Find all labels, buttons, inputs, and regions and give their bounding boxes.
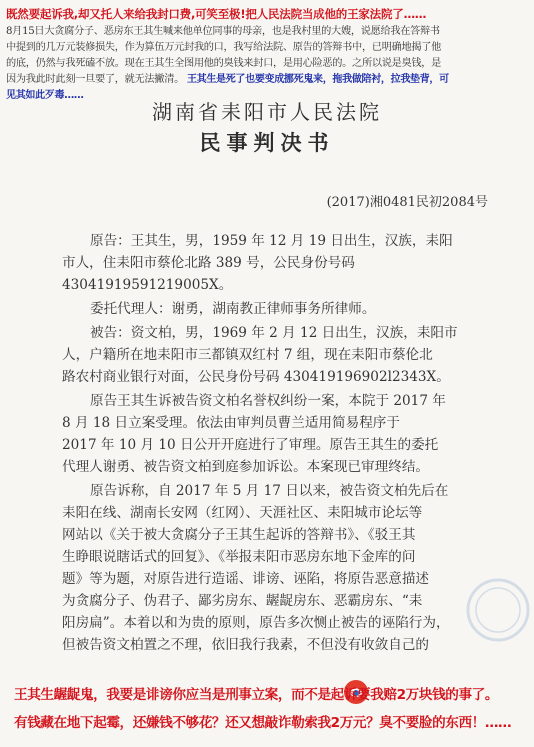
judgment-line: 委托代理人：谢勇，湖南教正律师事务所律师。 (90, 301, 376, 317)
top-paragraph-line: 的底，仍然与我死磕不放。现在王其生全图用他的臭钱来封口，是用心险恶的。之所以说是臭钱，是 (6, 58, 442, 69)
judgment-line: 题》等为题，对原告进行造谣、诽谤、诬陷，将原告恶意描述 (62, 571, 430, 587)
court-name: 湖南省耒阳市人民法院 (152, 100, 382, 124)
judgment-line: 43041919591219005X。 (62, 277, 233, 293)
document-title: 民事判决书 (199, 130, 335, 155)
bottom-annotation: 王其生龌龊鬼，我要是诽谤你应当是刑事立案，而不是起诉要我赔2万块钱的事了。 (14, 687, 499, 703)
top-paragraph (6, 24, 528, 104)
top-paragraph-line: 8月15日大贪腐分子、恶房东王其生喊来他单位同事的母亲，也是我村里的大嫂，说愿给我在答辩书 (6, 26, 440, 37)
judgment-line: 生睁眼说瞎话式的回复》、《举报耒阳市恶房东地下金库的问 (62, 549, 416, 565)
case-number: (2017)湘0481民初2084号 (326, 195, 488, 210)
top-paragraph-line (6, 72, 528, 88)
judgment-line: 但被告资文柏置之不理，依旧我行我素，不但没有收敛自己的 (62, 637, 430, 653)
judgment-line: 被告：资文柏，男，1969 年 2 月 12 日出生，汉族，耒阳市 (90, 325, 458, 341)
judgment-line: 原告王其生诉被告资文柏名誉权纠纷一案，本院于 2017 年 (90, 393, 446, 409)
top-paragraph-text: 因为我此时此刻一旦要了，就无法撇清。 (6, 74, 184, 85)
judgment-line: 路农村商业银行对面，公民身份号码 430419196902l2343X。 (62, 369, 450, 385)
judgment-line: 人，户籍所在地耒阳市三都镇双红村 7 组，现在耒阳市蔡伦北 (62, 347, 433, 363)
judgment-body (62, 230, 494, 656)
top-paragraph-line: 中提到的几万元装修损失，作为算伍万元封我的口，我写给法院、原告的答辩书中，已明确地揭了他 (6, 42, 442, 53)
judgment-line: 8 月 18 日立案受理。依法由审判员曹兰适用简易程序于 (62, 415, 400, 431)
annotation-inline-continued: 见其如此歹毒…… (6, 90, 84, 101)
judgment-line: 原告：王其生，男，1959 年 12 月 19 日出生，汉族，耒阳 (90, 233, 453, 249)
watermark-stamp (458, 570, 534, 650)
annotation-top: 既然要起诉我,却又托人来给我封口费,可笑至极!把人民法院当成他的王家法院了…… (6, 7, 427, 21)
judgment-line: 为贪腐分子、伪君子、鄙劣房东、龌龊房东、恶霸房东、“耒 (62, 593, 423, 609)
judgment-line: 2017 年 10 月 10 日公开开庭进行了审理。原告王其生的委托 (62, 437, 439, 453)
judgment-line: 网站以《关于被大贪腐分子王其生起诉的答辩书》、《驳王其 (62, 527, 416, 543)
annotation-inline: 王其生是死了也要变成挪死鬼来，拖我做陪衬，拉我垫背，可 (186, 74, 449, 85)
judgment-line: 原告诉称，自 2017 年 5 月 17 日以来，被告资文柏先后在 (90, 483, 449, 499)
judgment-line: 市人，住耒阳市蔡伦北路 389 号，公民身份号码 (62, 255, 355, 271)
judgment-line: 耒阳在线、湖南长安网（红网）、天涯社区、耒阳城市论坛等 (62, 505, 423, 521)
judgment-line: 代理人谢勇、被告资文柏到庭参加诉讼。本案现已审理终结。 (62, 459, 430, 475)
bottom-annotation: 有钱藏在地下起霉，还嫌钱不够花？还又想敲诈勒索我2万元？臭不要脸的东西！…… (14, 715, 512, 731)
judgment-line: 阳房扁”。本着以和为贵的原则，原告多次恻止被告的诬陷行为， (62, 615, 450, 631)
